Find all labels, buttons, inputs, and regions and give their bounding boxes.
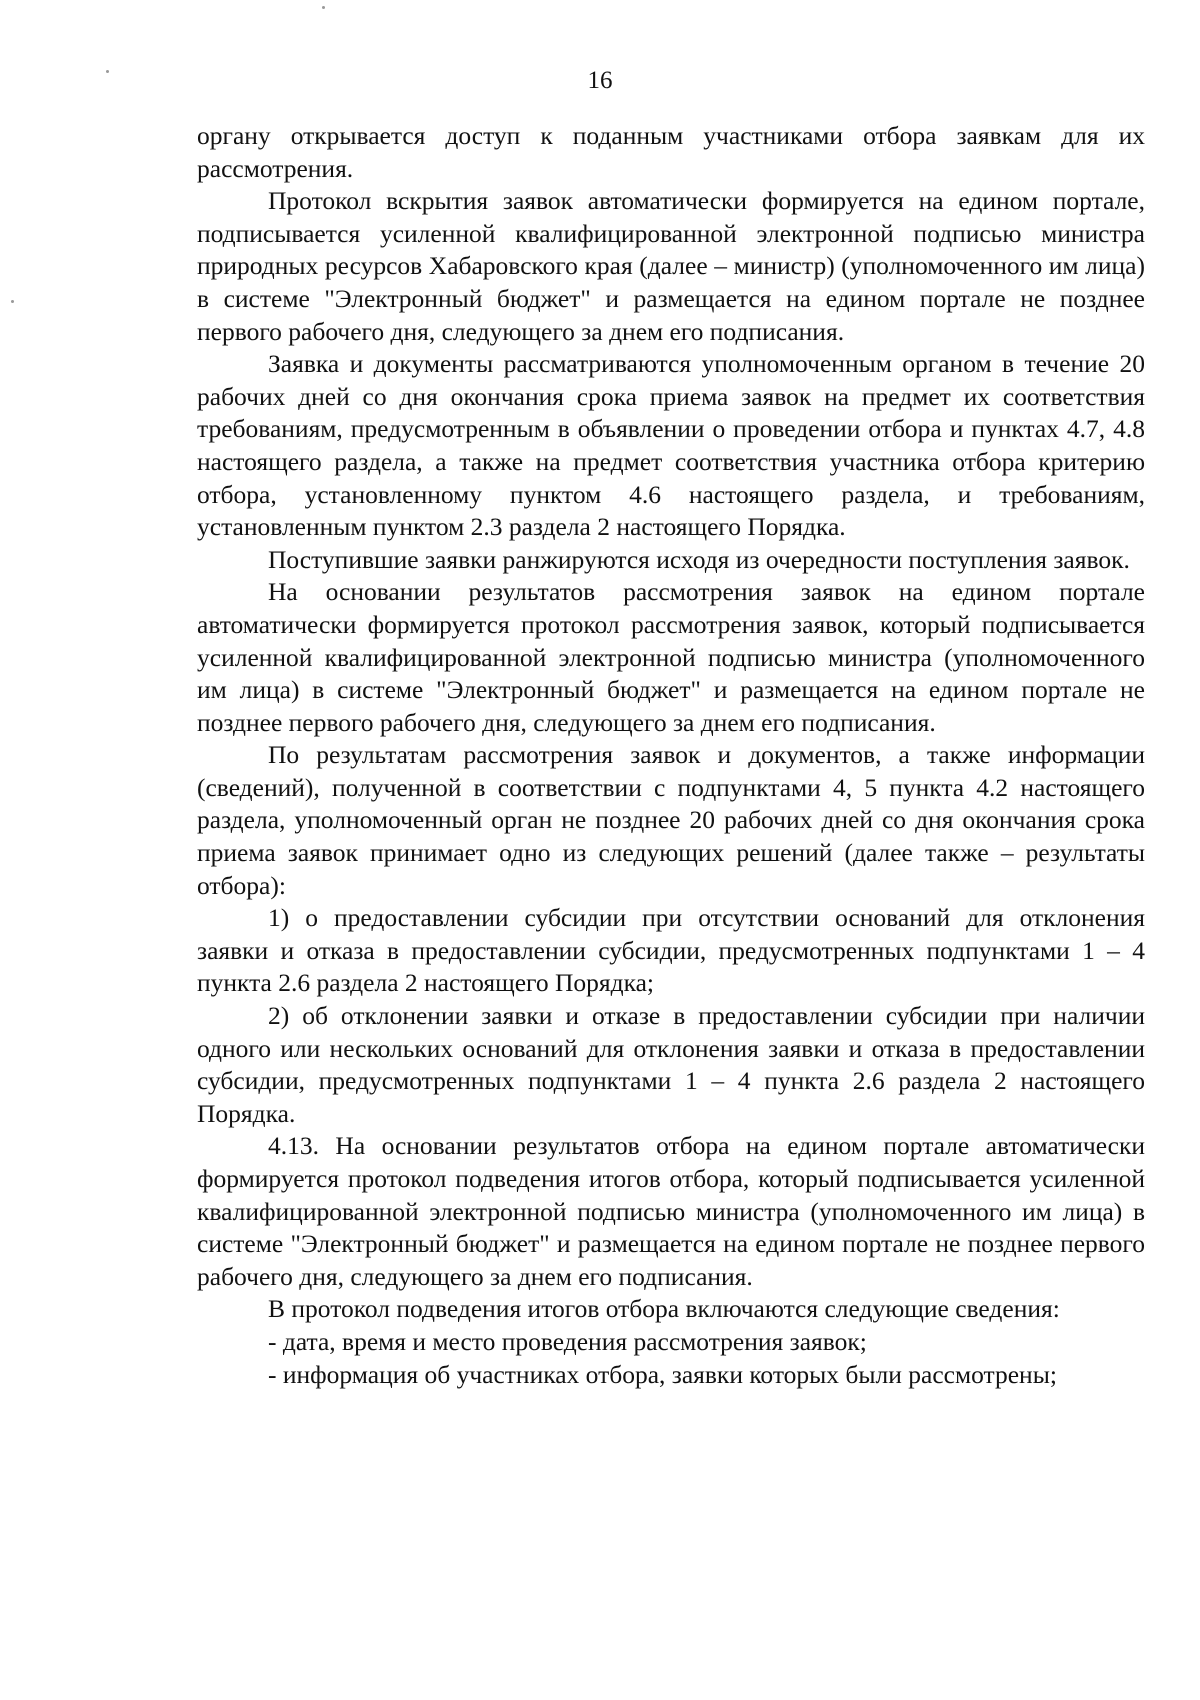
scan-speck — [11, 300, 14, 303]
list-item: 2) об отклонении заявки и отказе в предоставлении субсидии при наличии одного или нескольких оснований для отклонения заявки и отказа в предоставлении субсидии, предусмотренных подпунктами 1 – 4 пункта 2.6 раздела 2 настоящего Порядка. — [197, 1001, 1145, 1128]
paragraph: органу открывается доступ к поданным участниками отбора заявкам для их рассмотрения. — [197, 121, 1145, 183]
paragraph: По результатам рассмотрения заявок и документов, а также информации (сведений), полученной в соответствии с подпунктами 4, 5 пункта 4.2 настоящего раздела, уполномоченный орган не позднее 20 рабочих дней со дня окончания срока приема заявок принимает одно из следующих решений (далее также – результаты отбора): — [197, 740, 1145, 900]
paragraph: На основании результатов рассмотрения заявок на едином портале автоматически формируется протокол рассмотрения заявок, который подписывается усиленной квалифицированной электронной подписью министра (уполномоченного им лица) в системе "Электронный бюджет" и размещается на едином портале не позднее первого рабочего дня, следующего за днем его подписания. — [197, 577, 1145, 737]
list-item: 1) о предоставлении субсидии при отсутствии оснований для отклонения заявки и отказа в предоставлении субсидии, предусмотренных подпунктами 1 – 4 пункта 2.6 раздела 2 настоящего Порядка; — [197, 903, 1145, 998]
bullet-item: - дата, время и место проведения рассмотрения заявок; — [268, 1326, 867, 1356]
bullet-item: - информация об участниках отбора, заявки которых были рассмотрены; — [268, 1359, 1057, 1389]
section-paragraph: 4.13. На основании результатов отбора на едином портале автоматически формируется протокол подведения итогов отбора, который подписывается усиленной квалифицированной электронной подписью министра (уполномоченного им лица) в системе "Электронный бюджет" и размещается на едином портале не позднее первого рабочего дня, следующего за днем его подписания. — [197, 1131, 1145, 1291]
page-number: 16 — [587, 67, 613, 94]
document-body — [197, 120, 1145, 1391]
paragraph: Заявка и документы рассматриваются уполномоченным органом в течение 20 рабочих дней со дня окончания срока приема заявок на предмет их соответствия требованиям, предусмотренным в объявлении о проведении отбора и пунктах 4.7, 4.8 настоящего раздела, а также на предмет соответствия участника отбора критерию отбора, установленному пунктом 4.6 настоящего раздела, и требованиям, установленным пунктом 2.3 раздела 2 настоящего Порядка. — [197, 349, 1145, 542]
paragraph: В протокол подведения итогов отбора включаются следующие сведения: — [268, 1294, 1060, 1324]
paragraph: Поступившие заявки ранжируются исходя из очередности поступления заявок. — [268, 544, 1130, 574]
scan-speck — [322, 6, 325, 9]
paragraph: Протокол вскрытия заявок автоматически формируется на едином портале, подписывается усиленной квалифицированной электронной подписью министра природных ресурсов Хабаровского края (далее – министр) (уполномоченного им лица) в системе "Электронный бюджет" и размещается на едином портале не позднее первого рабочего дня, следующего за днем его подписания. — [197, 186, 1145, 346]
